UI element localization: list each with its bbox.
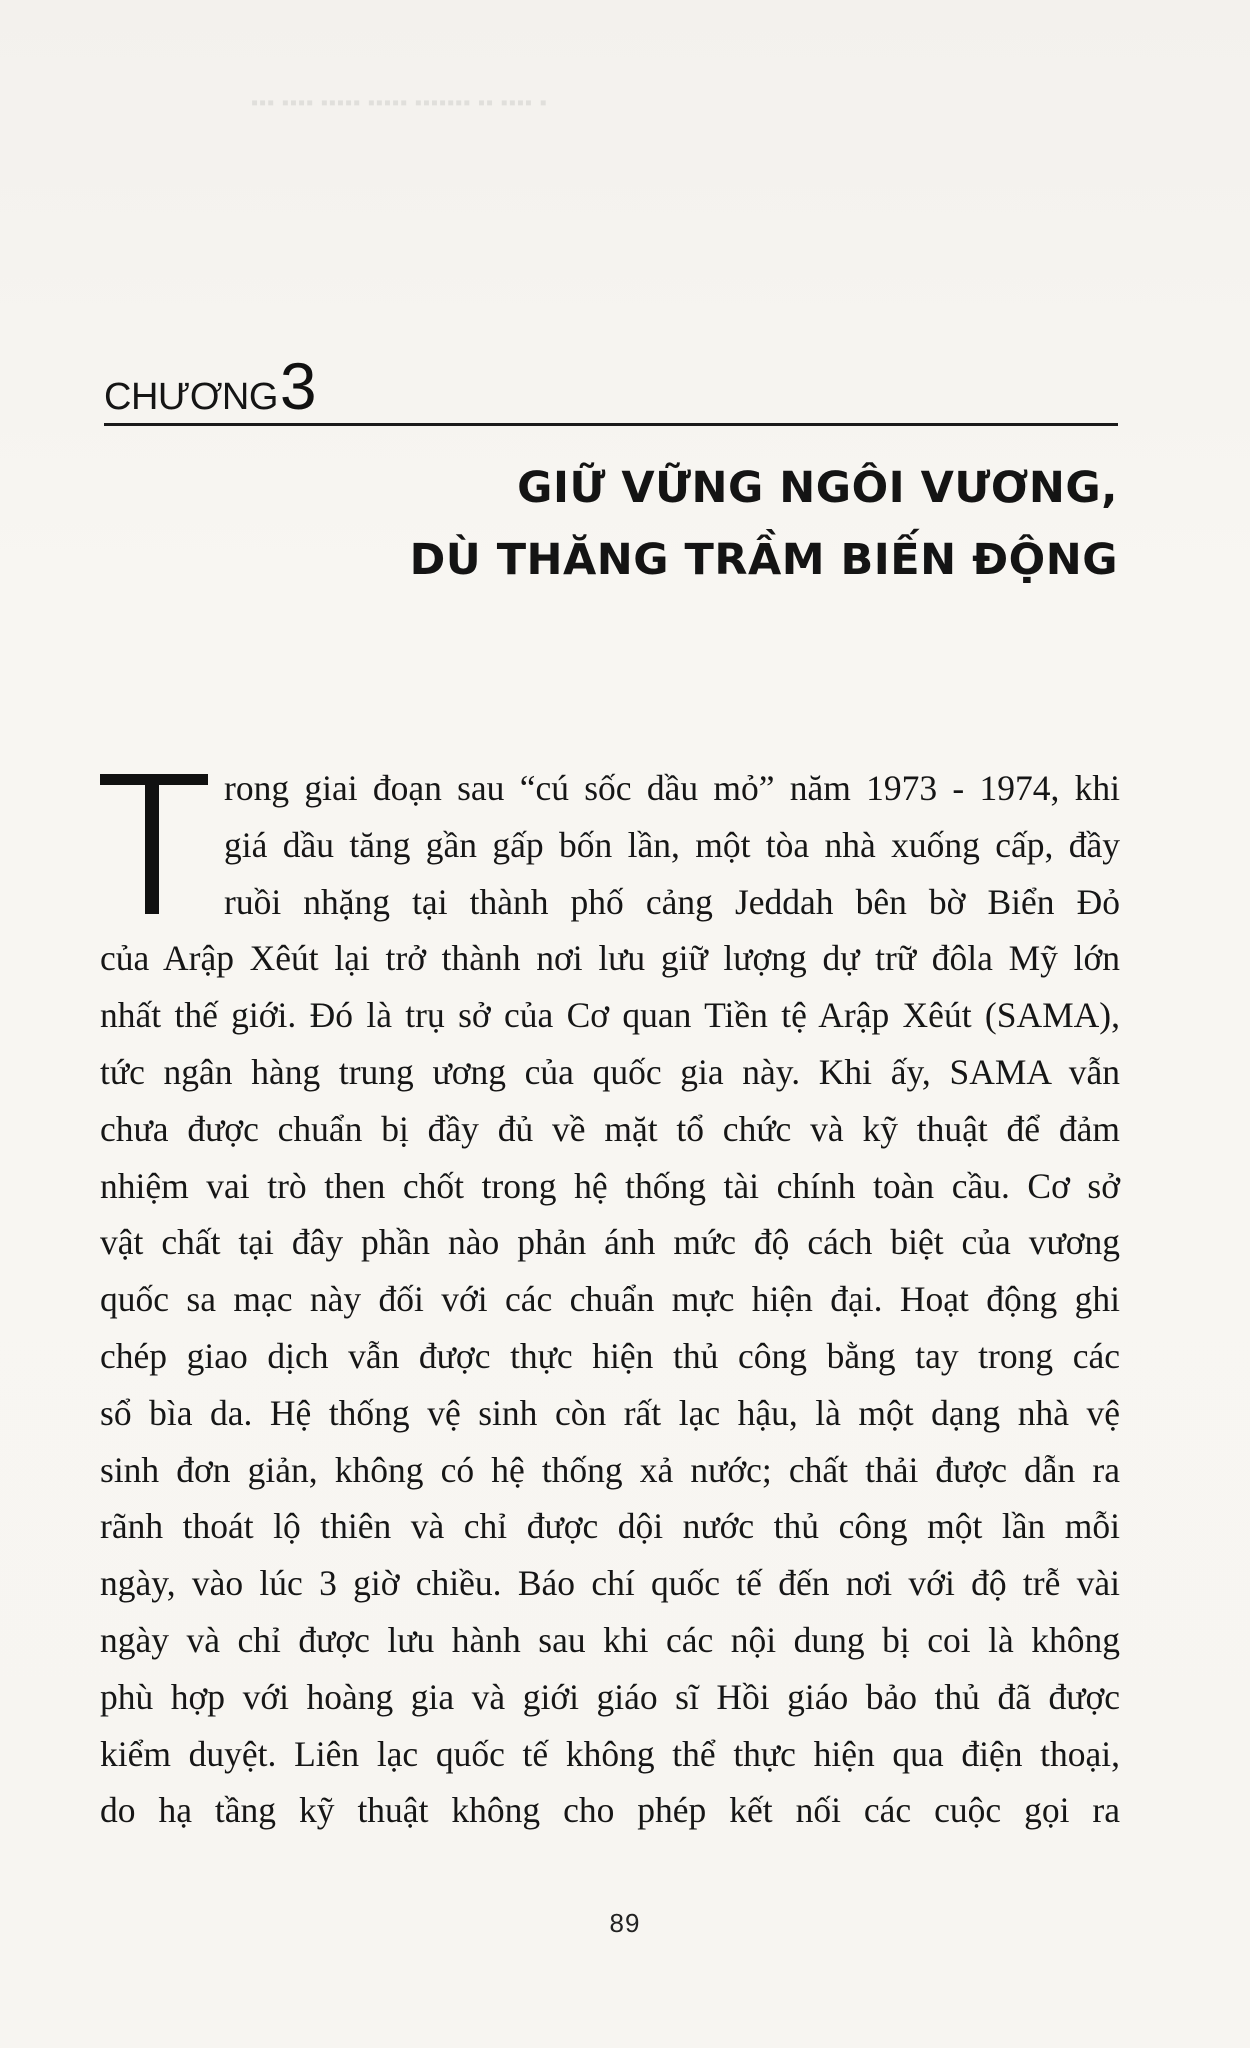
body-line: phù hợp với hoàng gia và giới giáo sĩ Hồi giáo bảo thủ đã được (100, 1676, 1120, 1717)
body-line: ngày, vào lúc 3 giờ chiều. Báo chí quốc tế đến nơi với độ trễ vài (100, 1563, 1120, 1604)
chapter-title (410, 452, 1118, 596)
body-line: do hạ tầng kỹ thuật không cho phép kết nối các cuộc gọi ra (100, 1790, 1120, 1831)
body-line: nhiệm vai trò then chốt trong hệ thống tài chính toàn cầu. Cơ sở (100, 1165, 1120, 1206)
body-line: sinh đơn giản, không có hệ thống xả nước; chất thải được dẫn ra (100, 1449, 1120, 1490)
body-line: ruồi nhặng tại thành phố cảng Jeddah bên bờ Biển Đỏ (224, 881, 1120, 922)
chapter-number: 3 (279, 349, 317, 423)
page-number: 89 (609, 1908, 641, 1938)
body-line: vật chất tại đây phần nào phản ánh mức độ cách biệt của vương (100, 1222, 1120, 1263)
body-paragraph (100, 760, 1120, 1839)
chapter-title-line-2: DÙ THĂNG TRẦM BIẾN ĐỘNG (409, 535, 1118, 585)
chapter-divider (104, 423, 1118, 426)
body-line: ngày và chỉ được lưu hành sau khi các nội dung bị coi là không (100, 1619, 1120, 1660)
body-line: rãnh thoát lộ thiên và chỉ được dội nước thủ công một lần mỗi (100, 1506, 1120, 1547)
chapter-label (104, 349, 317, 423)
body-line: rong giai đoạn sau “cú sốc dầu mỏ” năm 1973 - 1974, khi (224, 768, 1120, 808)
body-line: chưa được chuẩn bị đầy đủ về mặt tổ chức và kỹ thuật để đảm (100, 1108, 1120, 1149)
body-line: kiểm duyệt. Liên lạc quốc tế không thể thực hiện qua điện thoại, (100, 1733, 1120, 1774)
body-line: của Arập Xêút lại trở thành nơi lưu giữ lượng dự trữ đôla Mỹ lớn (100, 938, 1120, 979)
chapter-word: CHƯƠNG (104, 376, 278, 418)
body-line: sổ bìa da. Hệ thống vệ sinh còn rất lạc hậu, là một dạng nhà vệ (100, 1392, 1120, 1433)
chapter-title-line-1: GIỮ VỮNG NGÔI VƯƠNG, (517, 463, 1118, 513)
body-line: chép giao dịch vẫn được thực hiện thủ công bằng tay trong các (100, 1335, 1120, 1376)
body-line: nhất thế giới. Đó là trụ sở của Cơ quan Tiền tệ Arập Xêút (SAMA), (100, 995, 1120, 1036)
body-line: tức ngân hàng trung ương của quốc gia này. Khi ấy, SAMA vẫn (100, 1051, 1120, 1092)
bleed-through-header: ▪ ▪▪▪▪ ▪▪ ▪▪▪▪▪▪▪ ▪▪▪▪▪ ▪▪▪▪▪ ▪▪▪▪ ▪▪▪ (250, 92, 547, 114)
body-line: quốc sa mạc này đối với các chuẩn mực hiện đại. Hoạt động ghi (100, 1279, 1120, 1320)
body-line: giá dầu tăng gần gấp bốn lần, một tòa nhà xuống cấp, đầy (224, 824, 1120, 865)
